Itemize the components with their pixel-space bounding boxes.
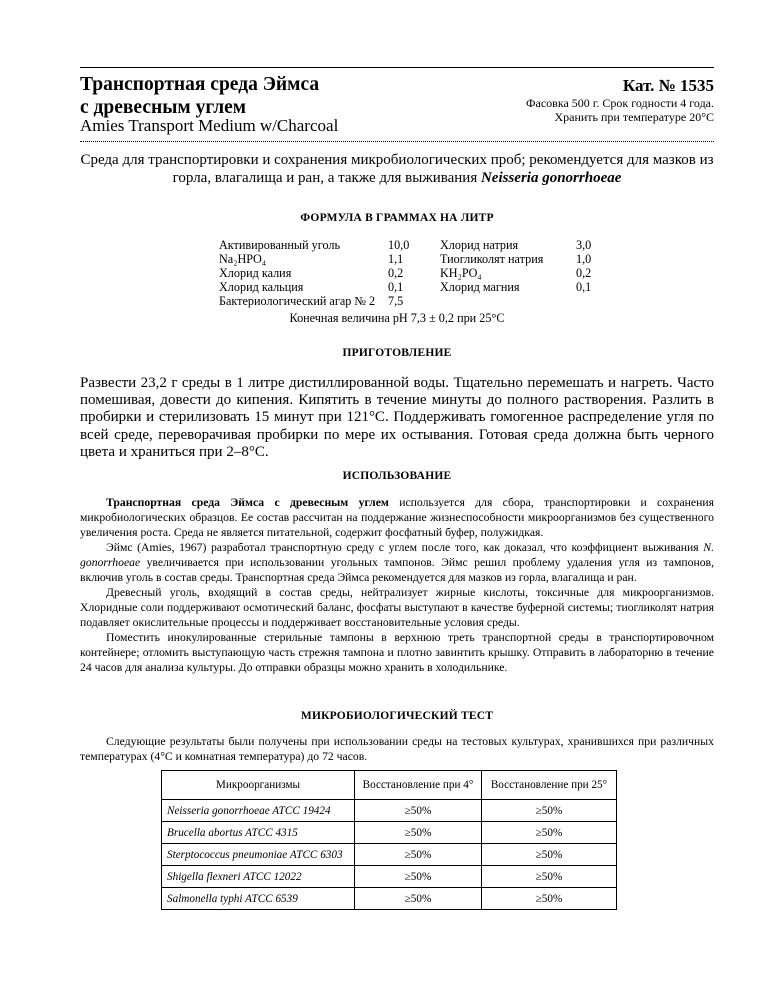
recovery-4-cell: ≥50% <box>355 822 482 844</box>
usage-p2-text-b: увеличивается при использовании угольных тампонов. Эймс решил проблему удаления угля из тампонов, включив уголь в состав среды. Транспортная среда Эймса рекомендуется для мазков из горла, влагалища и ран. <box>80 556 714 584</box>
table-row <box>162 844 617 866</box>
ingredient-value: 1,0 <box>576 252 592 266</box>
formula-right-names <box>440 238 543 294</box>
ingredient-value: 7,5 <box>388 294 404 308</box>
recovery-25-cell: ≥50% <box>482 866 617 888</box>
usage-p2-text-a: Эймс (Amies, 1967) разработал транспортную среду с углем после того, как доказал, что коэффициент выживания <box>106 541 704 554</box>
recovery-4-cell: ≥50% <box>355 844 482 866</box>
column-header: Восстановление при 4° <box>355 771 482 800</box>
ingredient-value: 10,0 <box>388 238 410 252</box>
ingredient-name: Хлорид кальция <box>219 280 304 294</box>
usage-product-name: Транспортная среда Эймса с древесным углем <box>106 496 389 509</box>
intro-text: Среда для транспортировки и сохранения микробиологических проб; рекомендуется для мазков из горла, влагалища и ран, а также для выживания <box>80 152 714 186</box>
ingredient-name: Хлорид натрия <box>440 238 519 252</box>
organism-cell: Sterptococcus pneumoniae ATCC 6303 <box>162 844 355 866</box>
recovery-25-cell: ≥50% <box>482 822 617 844</box>
recovery-4-cell: ≥50% <box>355 866 482 888</box>
recovery-25-cell: ≥50% <box>482 844 617 866</box>
packaging-info <box>526 96 714 124</box>
final-ph: Конечная величина pH 7,3 ± 0,2 при 25°C <box>289 311 505 325</box>
usage-p2-organism: N. gonorrhoeae <box>80 541 714 569</box>
ingredient-name: Активированный уголь <box>219 238 341 252</box>
organism-cell: Salmonella typhi ATCC 6539 <box>162 888 355 910</box>
table-row <box>162 800 617 822</box>
recovery-4-cell: ≥50% <box>355 888 482 910</box>
top-rule <box>80 67 714 68</box>
micro-test-heading: МИКРОБИОЛОГИЧЕСКИЙ ТЕСТ <box>300 710 494 722</box>
ingredient-name: Тиогликолят натрия <box>440 252 544 266</box>
table-header-row <box>162 771 617 800</box>
catalog-number: Кат. № 1535 <box>622 76 714 95</box>
recovery-25-cell: ≥50% <box>482 888 617 910</box>
formula-right-values <box>576 238 591 294</box>
dotted-rule <box>80 141 714 142</box>
packaging-line1: Фасовка 500 г. Срок годности 4 года. <box>526 96 714 110</box>
micro-test-intro: Следующие результаты были получены при использовании среды на тестовых культурах, хранившихся при различных температурах (4°C и комнатная температура) до 72 часов. <box>80 735 714 763</box>
ingredient-name: Na₂HPO₄ <box>219 252 267 266</box>
formula-left-names <box>219 238 375 308</box>
preparation-text: Развести 23,2 г среды в 1 литре дистиллированной воды. Тщательно перемешать и нагреть. Часто помешивая, довести до кипения. Кипятить в течение минуты до полного растворения. Разлить в пробирки и стерилизовать 15 минут при 121°C. Поддерживать гомогенное распределение угля по всей среде, переворачивая пробирки по мере их остывания. Готовая среда должна быть черного цвета и храниться при 2–8°C. <box>80 375 714 460</box>
ingredient-value: 0,2 <box>576 266 592 280</box>
ingredient-value: 0,2 <box>388 266 404 280</box>
recovery-4-cell: ≥50% <box>355 800 482 822</box>
usage-heading: ИСПОЛЬЗОВАНИЕ <box>342 470 452 482</box>
intro-paragraph <box>80 151 714 187</box>
results-table <box>161 770 617 910</box>
usage-paragraph-3: Древесный уголь, входящий в состав среды, нейтрализует жирные кислоты, токсичные для микроорганизмов. Хлоридные соли поддерживают осмотический баланс, фосфаты выступают в качестве буферной системы; тиогликолят натрия подавляет окислительные процессы и поддерживает восстановительные условия среды. <box>80 586 714 629</box>
ingredient-name: Хлорид калия <box>219 266 292 280</box>
ingredient-value: 1,1 <box>388 252 404 266</box>
column-header: Восстановление при 25° <box>482 771 617 800</box>
usage-paragraph-4: Поместить инокулированные стерильные тампоны в верхнюю треть транспортной среды в транспортировочном контейнере; отломить выступающую часть стрежня тампона и плотно завинтить крышку. Отправить в лабораторию в течение 24 часов для анализа культуры. До отправки образцы можно хранить в холодильнике. <box>80 631 714 674</box>
recovery-25-cell: ≥50% <box>482 800 617 822</box>
organism-cell: Neisseria gonorrhoeae ATCC 19424 <box>162 800 355 822</box>
preparation-heading: ПРИГОТОВЛЕНИЕ <box>342 347 452 359</box>
ingredient-name: Хлорид магния <box>440 280 520 294</box>
organism-cell: Shigella flexneri ATCC 12022 <box>162 866 355 888</box>
ingredient-value: 3,0 <box>576 238 592 252</box>
organism-cell: Brucella abortus ATCC 4315 <box>162 822 355 844</box>
table-row <box>162 888 617 910</box>
intro-organism: Neisseria gonorrhoeae <box>480 170 622 186</box>
product-title-line1: Транспортная среда Эймса <box>80 74 320 95</box>
table-row <box>162 866 617 888</box>
column-header: Микроорганизмы <box>162 771 355 800</box>
usage-paragraph-2 <box>80 540 714 585</box>
product-subtitle: Amies Transport Medium w/Charcoal <box>80 116 339 135</box>
formula-left-values <box>388 238 409 308</box>
usage-paragraph-1 <box>80 495 714 540</box>
packaging-line2: Хранить при температуре 20°C <box>554 110 714 124</box>
usage-p1-text: используется для сбора, транспортировки и сохранения микробиологических образцов. Ее состав рассчитан на поддержание жизнеспособности микроорганизмов без существенного увеличения роста. Среда не является питательной, содержит фосфатный буфер, полужидкая. <box>80 496 714 539</box>
product-title-line2: с древесным углем <box>80 97 247 118</box>
product-title <box>80 73 319 119</box>
ingredient-name: KH₂PO₄ <box>440 266 482 280</box>
formula-heading: ФОРМУЛА В ГРАММАХ НА ЛИТР <box>300 212 494 224</box>
ingredient-value: 0,1 <box>576 280 592 294</box>
ingredient-name: Бактериологический агар № 2 <box>219 294 376 308</box>
ingredient-value: 0,1 <box>388 280 404 294</box>
table-row <box>162 822 617 844</box>
usage-text <box>80 495 714 675</box>
